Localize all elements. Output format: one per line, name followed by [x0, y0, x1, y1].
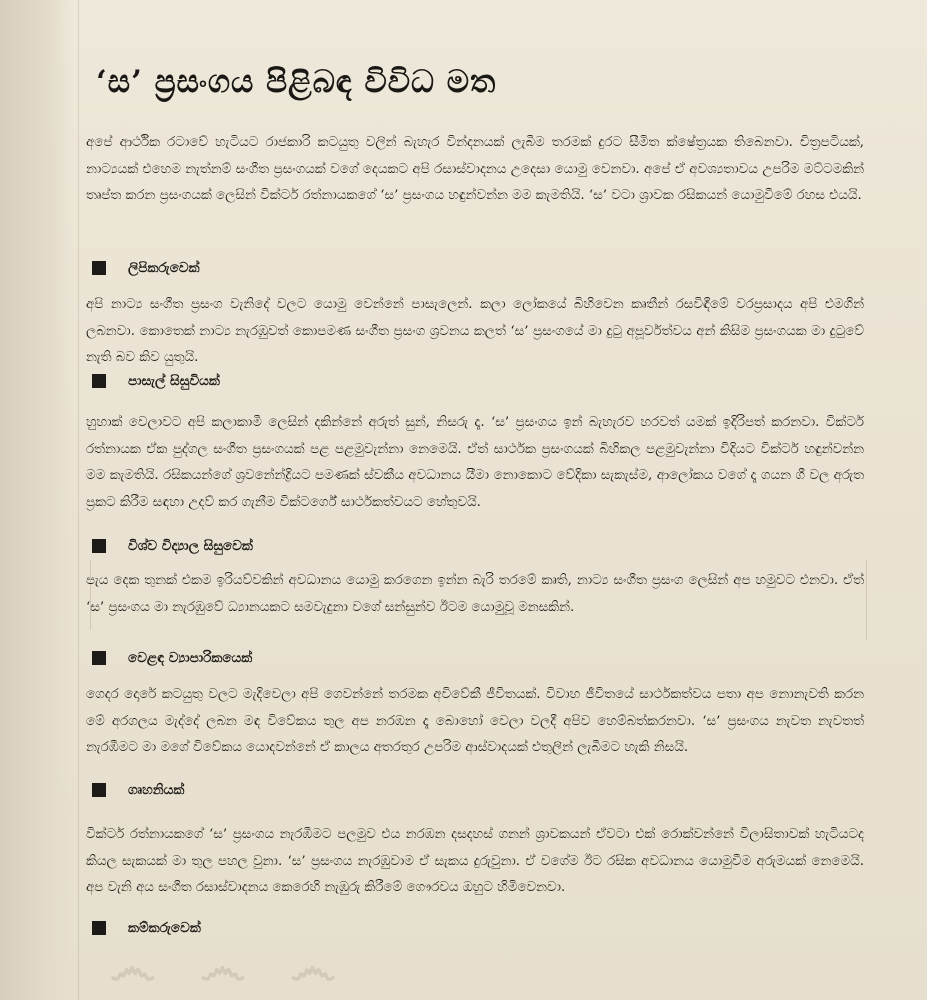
opinion-text: ගෙදර දොරේ කටයුතු වලට මැදිවෙලා අපි ගෙවන්නේ තරමක අවිවේකී ජීවිතයක්. විවාහ ජීවිතයේ සාර්ථකත්වය පතා අප නොනැවති කරන මේ අරගලය මැද්දේ ලබන මඳ විවේකය තුල අප නරඹන දෑ බොහෝ වෙලා වලදී අපිව හෙම්බත්කරනවා. ‘ස’ ප්‍රසංගය නැවත නැවතත් නැරඹීමට මා මගේ විවේකය යොදවන්නේ ඒ කාලය අතරතුර උපරිම ආස්වාදයක් එතුලින් ලැබීමට හැකි නිසයි.: [86, 687, 864, 755]
paper-mark: [866, 560, 867, 640]
bullet-square-icon: [92, 261, 106, 275]
opinion-text: වික්ටර් රත්නායකගේ ‘ස’ ප්‍රසංගය නැරඹීමට පලමුව එය නරඹන දසදහස් ගනන් ශ්‍රාවකයන් ඒවටා එක් රොක්වන්නේ විලාසිතාවක් හැටියටද කියල සැකයක් මා තුල පහල වුනා. ‘ස’ ප්‍රසංගය නැරඹුවාම ඒ සැකය දුරුවුනා. ඒ වගේම ඊට රසික අවධානය යොමුවීම අරුමයක් නෙමෙයි. අප වැනි අය සංගීත රසාස්වාදනය කෙරෙහි නැඹුරු කිරීමේ ගෞරවය ඔහුට හිමිවෙනවා.: [86, 827, 864, 895]
opinion-text: හුහාක් වෙලාවට අපි කලාකාමී ලෙසින් දකින්නේ අරුත් සුන්, නිසරු දෑ. ‘ස’ ප්‍රසංගය ඉන් බැහැරව හරවත් යමක් ඉදිරිපත් කරනවා. වික්ටර් රත්නායක ඒක පුද්ගල සංගීත ප්‍රසංගයක් පළ පළමුවැන්නා නෙමෙයි. ඒත් සාර්ථක ප්‍රසංගයක් බිහිකල පළමුවැන්නා විදියට වික්ටර් හඳුන්වන්න මම කැමතියි. රසිකයන්ගේ ශ්‍රවනේන්ද්‍රියට පමණක් ස්වකීය අවධානය යීමා නොකොට වේදිකා සැකැස්ම, ආලෝකය වගේ දෑ ගයන ගී වල අරුත ප්‍රකට කිරීම සඳහා උදව් කර ගැනීම වික්ටර්ගේ සාර්ථකත්වයට හේතුවයි.: [86, 415, 864, 510]
byline-label: වෙළඳ ව්‍යාපාරිකයෙක්: [128, 650, 253, 666]
bullet-square-icon: [92, 783, 106, 797]
opinion-byline-2: [92, 373, 220, 389]
byline-label: ගෘහනියක්: [128, 782, 185, 798]
bullet-square-icon: [92, 374, 106, 388]
opinion-byline-6: [92, 920, 201, 936]
bullet-square-icon: [92, 921, 106, 935]
page-fold-line: [78, 0, 79, 1000]
opinion-text: පැය දෙක තුනක් එකම ඉරියව්වකින් අවධානය යොමු කරගෙන ඉන්න බැරි තරමේ කෘති, නාට්‍ය සංගීත ප්‍රසංග ලෙසින් අප හමුවට එනවා. ඒත් ‘ස’ ප්‍රසංගය මා නැරඹුවේ ධ්‍යානයකට සමවැදුනා වගේ සන්සුන්ව ඊටම යොමුවූ මනසකින්.: [86, 573, 864, 615]
opinion-text: අපේ ආර්ථික රටාවේ හැටියට රාජකාරි කටයුතු වලින් බැහැර වින්දනයක් ලැබීම තරමක් දුරට සීමිත ක්ෂේත්‍රයක තිබෙනවා. චිත්‍රපටියක්, නාට්‍යයක් එහෙම නැත්නම් සංගීත ප්‍රසංගයක් වගේ දෙයකට අපි රසාස්වාදනය උදෙසා යොමු වෙනවා. අපේ ඒ අවශ්‍යතාවය උපරිම මට්ටමකින් තෘප්ත කරන ප්‍රසංගයක් ලෙසින් වික්ටර් රත්නායකගේ ‘ස’ ප්‍රසංගය හඳුන්වන්න මම කැමතියි. ‘ස’ වටා ශ්‍රාවක රසිකයන් යොමුවීමේ රහස එයයි.: [86, 135, 864, 203]
opinion-byline-4: [92, 650, 252, 666]
byline-label: ලිපිකරුවෙක්: [128, 260, 200, 276]
opinion-paragraph-1: [86, 130, 864, 210]
bullet-square-icon: [92, 539, 106, 553]
article-title: ‘ස’ ප්‍රසංගය පිළිබඳ විවිධ මත: [96, 64, 497, 100]
page-edge-shadow: [0, 0, 72, 1000]
byline-label: පාසැල් සිසුවියක්: [128, 373, 220, 389]
bullet-square-icon: [92, 651, 106, 665]
opinion-byline-1: [92, 260, 200, 276]
opinion-paragraph-4: [86, 568, 864, 621]
opinion-byline-5: [92, 782, 184, 798]
opinion-text: අපි නාට්‍ය සංගීත ප්‍රසංග වැනිදේ වලට යොමු වෙන්නේ පාසැලෙන්. කලා ලෝකයේ බිහිවෙන කෘතීන් රසවිඳීමේ වරප්‍රසාදය අපි එමගින් ලබනවා. කොතෙක් නාට්‍ය නැරඹුවත් කොපමණ සංගීත ප්‍රසංග ශ්‍රවනය කලත් ‘ස’ ප්‍රසංගයේ මා දුටු අපූර්වත්වය අන් කිසිම ප්‍රසංගයක මා දුටුවේ නැති බව කිව යුතුයි.: [86, 297, 864, 365]
opinion-byline-3: [92, 538, 253, 554]
byline-label: කම්කරුවෙක්: [128, 920, 201, 936]
opinion-paragraph-2: [86, 292, 864, 372]
opinion-paragraph-3: [86, 410, 864, 516]
opinion-paragraph-6: [86, 822, 864, 902]
byline-label: විශ්ව විද්‍යාල සිසුවෙක්: [128, 538, 253, 554]
bleed-through-text: ෴ ෴ ෴: [110, 940, 350, 996]
opinion-paragraph-5: [86, 682, 864, 762]
